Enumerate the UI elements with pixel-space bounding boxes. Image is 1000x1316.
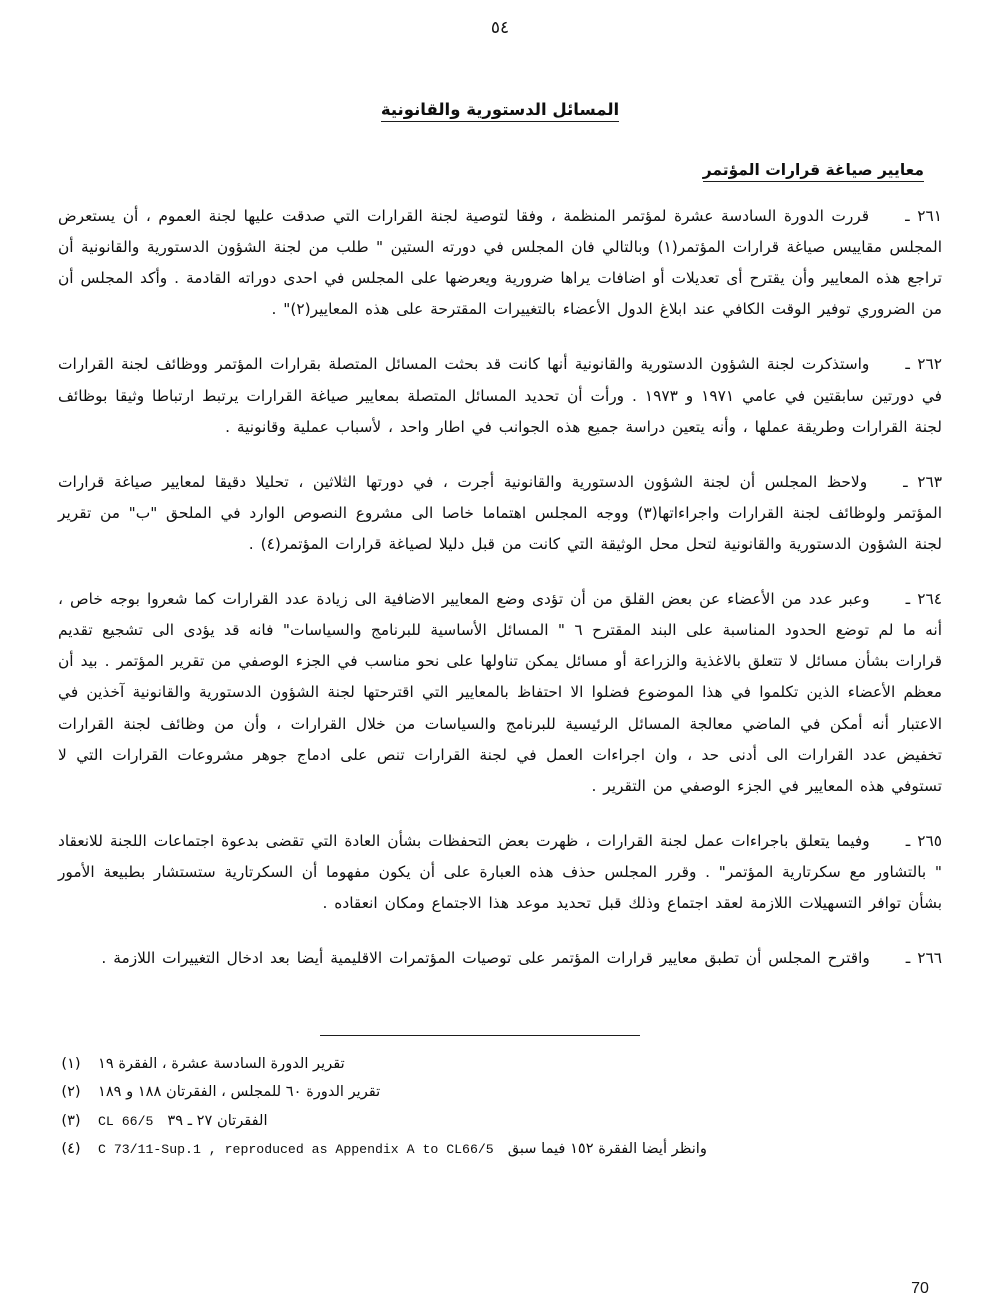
footnote-list [58, 1050, 942, 1164]
footnote-item [58, 1050, 942, 1078]
paragraph-text-266: واقترح المجلس أن تطبق معايير قرارات المؤتمر على توصيات المؤتمرات الاقليمية أيضا بعد ادخال التغييرات اللازمة . [101, 949, 870, 968]
paragraph-number-266: ٢٦٦ ـ [905, 949, 942, 968]
footnote-marker-2: (٢) [61, 1083, 81, 1101]
footnote-reference-3: CL 66/5 [98, 1113, 154, 1129]
page-number-top: ٥٤ [490, 18, 510, 38]
paragraph-number-263: ٢٦٣ ـ [903, 472, 942, 491]
section-title-text: المسائل الدستورية والقانونية [381, 100, 619, 122]
paragraph-number-264: ٢٦٤ ـ [905, 590, 943, 609]
footnote-reference-4: C 73/11-Sup.1 , reproduced as Appendix A to CL66/5 [98, 1142, 494, 1158]
footnote-marker-4: (٤) [61, 1140, 81, 1158]
footnote-item [58, 1107, 942, 1135]
paragraph-number-265: ٢٦٥ ـ [905, 831, 942, 850]
paragraph-number-262: ٢٦٢ ـ [905, 355, 942, 374]
paragraph-text-264: وعبر عدد من الأعضاء عن بعض القلق من أن تؤدى وضع المعايير الاضافية الى زيادة عدد القرارات كما شعروا بوجه خاص ، أنه ما لم توضع الحدود المناسبة على البند المقترح ٦ " المسائل الأساسية للبرنامج والسياسات" فانه قد يؤدى الى تشجيع تقديم قرارات بشأن مسائل لا تتعلق بالاغذية والزراعة أو مسائل يمكن تناولها على نحو مناسب في الجزء الوصفي من تقرير المؤتمر . بيد أن معظم الأعضاء الذين تكلموا في هذا الموضوع فضلوا الا احتفاظ بالمعايير التي اقترحتها لجنة الشؤون الدستورية والقانونية آخذين في الاعتبار أنه أمكن في الماضي معالجة المسائل الرئيسية للبرنامج والسياسات من خلال القرارات ، وأن من وظائف لجنة القرارات تخفيض عدد القرارات الى أدنى حد ، وان اجراءات العمل في لجنة القرارات تنص على ادماج جوهر مشروعات القرارات التي لا تستوفي هذه المعايير في الجزء الوصفي من التقرير . [58, 590, 942, 795]
page-number-bottom-text: 70 [911, 1280, 929, 1297]
paragraph-text-263: ولاحظ المجلس أن لجنة الشؤون الدستورية والقانونية أجرت ، في دورتها الثلاثين ، تحليلا دقيقا لمعايير صياغة قرارات المؤتمر ولوظائف لجنة القرارات واجراءاتها(٣) ووجه المجلس اهتماما خاصا الى مشروع النصوص الوارد في الملحق "ب" من تقرير لجنة الشؤون الدستورية والقانونية لتحل محل الوثيقة التي كانت من قبل دليلا لصياغة قرارات المؤتمر(٤) . [58, 472, 943, 553]
paragraph-text-265: وفيما يتعلق باجراءات عمل لجنة القرارات ، ظهرت بعض التحفظات بشأن العادة التي تقضى بدعوة اجتماعات اللجنة للانعقاد " بالتشاور مع سكرتارية المؤتمر" . وقرر المجلس حذف هذه العبارة على أن يكون مفهوما أن السكرتارية ستستشار بطبيعة الأمور بشأن توافر التسهيلات اللازمة لعقد اجتماع وذلك قبل تحديد موعد هذا الاجتماع ومكان انعقاده . [58, 831, 942, 913]
paragraph-text-262: واستذكرت لجنة الشؤون الدستورية والقانونية أنها كانت قد بحثت المسائل المتصلة بقرارات المؤتمر ووظائف لجنة القرارات في دورتين سابقتين في عامي ١٩٧١ و ١٩٧٣ . ورأت أن تحديد المسائل المتصلة بمعايير صياغة القرارات يرتبط ارتباطا وثيقا بوظائف لجنة القرارات وطريقة عملها ، وأنه يتعين دراسة جميع هذه الجوانب في اطار واحد ، لأسباب عملية وقانونية . [58, 355, 943, 436]
footnote-item [58, 1135, 942, 1163]
paragraph-265 [58, 826, 942, 919]
sub-section-title-text: معايير صياغة قرارات المؤتمر [703, 161, 924, 182]
footnote-marker-1: (١) [61, 1055, 81, 1072]
paragraph-263 [58, 467, 942, 560]
footnote-text-2: تقرير الدورة ٦٠ للمجلس ، الفقرتان ١٨٨ و ١٨٩ [98, 1083, 381, 1101]
footnote-text-3: الفقرتان ٢٧ ـ ٣٩ [167, 1111, 268, 1129]
footnote-text-4: وانظر أيضا الفقرة ١٥٢ فيما سبق [507, 1140, 707, 1158]
paragraph-266 [58, 943, 942, 974]
paragraph-262 [58, 349, 942, 442]
footnote-text-1: تقرير الدورة السادسة عشرة ، الفقرة ١٩ [98, 1055, 345, 1072]
section-title [58, 100, 942, 119]
paragraph-261 [58, 201, 942, 325]
page-number-bottom [0, 1280, 1000, 1298]
paragraph-number-261: ٢٦١ ـ [905, 207, 943, 225]
paragraph-264 [58, 584, 942, 802]
footnote-marker-3: (٣) [61, 1111, 81, 1129]
footnote-separator [320, 1035, 640, 1036]
footnote-item [58, 1078, 942, 1106]
document-body [58, 100, 942, 998]
paragraph-text-261: قررت الدورة السادسة عشرة لمؤتمر المنظمة ، وفقا لتوصية لجنة القرارات التي صدقت عليها لجنة العموم ، أن يستعرض المجلس مقاييس صياغة قرارات المؤتمر(١) وبالتالي فان المجلس في دورته الستين " طلب من لجنة الشؤون الدستورية والقانونية أن تراجع هذه المعايير وأن يقترح أى تعديلات أو اضافات يراها ضرورية ويعرضها على المجلس في احدى دوراته القادمة . وأكد المجلس أن من الضروري توفير الوقت الكافي عند ابلاغ الدول الأعضاء بالتغييرات المقترحة على هذه المعايير(٢)" . [58, 207, 942, 319]
sub-section-title [58, 161, 924, 179]
